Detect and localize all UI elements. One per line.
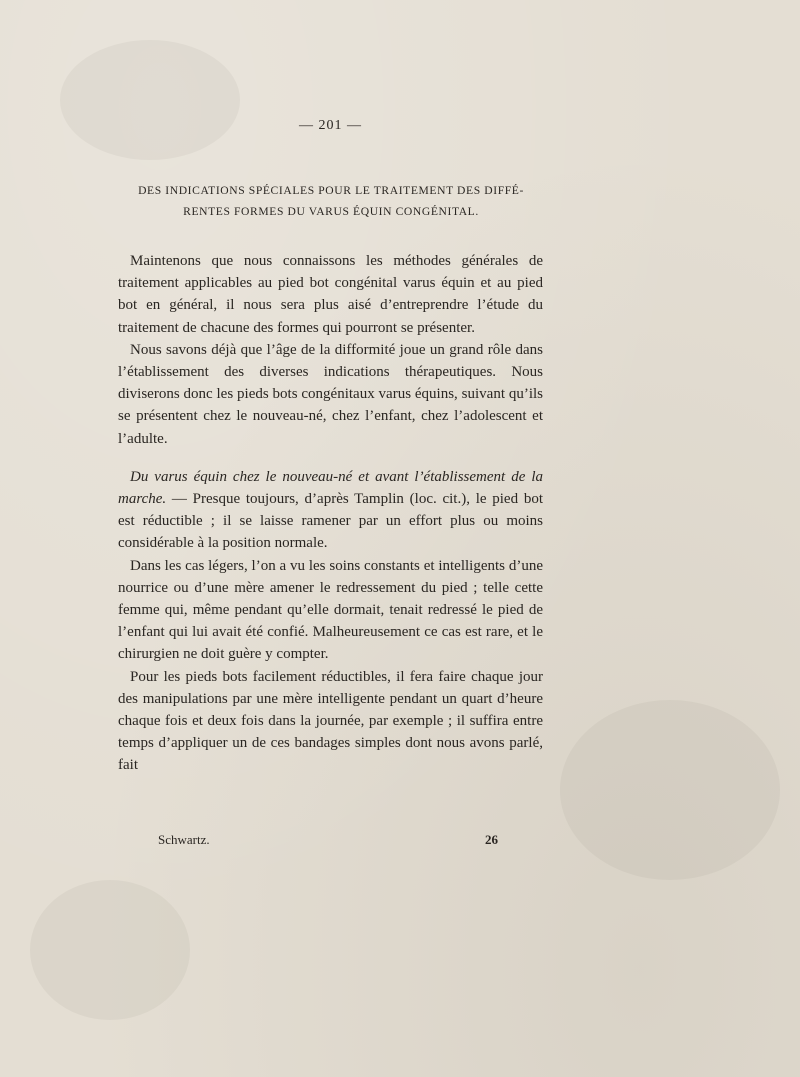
body-text	[118, 250, 543, 777]
paragraph-3: Dans les cas légers, l’on a vu les soins constants et intelligents d’une nourrice ou d’une mère amener le redressement du pied ; telle cette femme qui, même pendant qu’elle dormait, tenait redressé le pied de l’enfant qui lui avait été confié. Malheureusement ce cas est rare, et le chirurgien ne doit guère y compter.	[118, 557, 543, 663]
footer-author: Schwartz.	[158, 832, 210, 847]
paragraph-1: Maintenons que nous connaissons les méthodes générales de traitement applicables au pied bot congénital varus équin et au pied bot en général, il nous sera plus aisé d’entreprendre l’étude du traitement de chacune des formes qui pourront se présenter.	[118, 253, 543, 336]
subsection-paragraph	[118, 466, 543, 555]
subsection-text: — Presque toujours, d’après Tamplin (loc. cit.), le pied bot est réductible ; il se laisse ramener par un effort plus ou moins considérable à la position normale.	[118, 491, 543, 552]
paper-stain	[560, 700, 780, 880]
paragraph-2: Nous savons déjà que l’âge de la difformité joue un grand rôle dans l’établissement des diverses indications thérapeutiques. Nous diviserons donc les pieds bots congénitaux varus équins, suivant qu’ils se présentent chez le nouveau-né, chez l’enfant, chez l’adolescent et l’adulte.	[118, 341, 543, 447]
paper-stain	[30, 880, 190, 1020]
section-heading	[106, 180, 556, 222]
paragraph-4: Pour les pieds bots facilement réductibles, il fera faire chaque jour des manipulations par une mère intelligente pendant un quart d’heure chaque fois et deux fois dans la journée, par exemple ; il suffira entre temps d’appliquer un de ces bandages simples dont nous avons parlé, fait	[118, 668, 543, 774]
section-heading-line-2: RENTES FORMES DU VARUS ÉQUIN CONGÉNITAL.	[183, 205, 479, 218]
page-number: — 201 —	[299, 118, 362, 133]
paragraph-gap	[118, 450, 543, 466]
section-heading-line-1: DES INDICATIONS SPÉCIALES POUR LE TRAITEMENT DES DIFFÉ-	[138, 184, 524, 197]
paper-stain	[60, 40, 240, 160]
footer-signature-number: 26	[485, 832, 498, 847]
subsection-title: Du varus équin chez le nouveau-né et avant l’établissement de la marche.	[118, 468, 543, 508]
